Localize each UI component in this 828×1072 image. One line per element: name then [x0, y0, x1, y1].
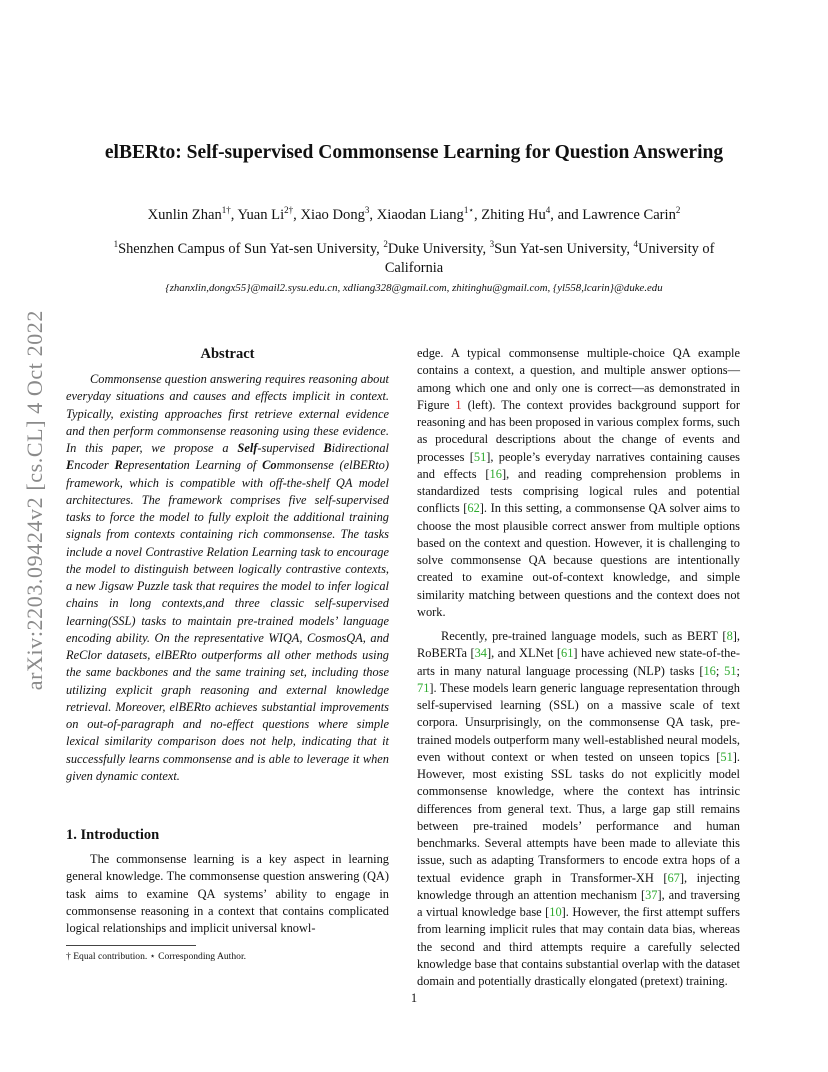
affiliation-mark: 1 [113, 239, 119, 250]
affiliation-name: University of [638, 241, 715, 257]
arxiv-identifier-stamp [12, 290, 58, 710]
text-run: edge. A typical commonsense multiple-choice QA example contains a context, a question, and multiple answer options—among which one and only one is correct—as demonstrated in Figure [417, 346, 740, 412]
author-name: Yuan Li [237, 207, 285, 223]
affiliation-line-2: California [384, 260, 444, 276]
citation-link[interactable]: 16 [489, 466, 502, 481]
affiliation-name: Duke University, [387, 241, 490, 257]
text-run: ]. In this setting, a commonsense QA solver aims to choose the most plausible correct answer from multiple options based on the context and question. However, it is challenging to solve commonsense QA because questions are intentionally created to examine out-of-context knowledge, and simple similarity matching between questions and the context does not work. [417, 501, 741, 619]
author-emails: {zhanxlin,dongx55}@mail2.sysu.edu.cn, xdliang328@gmail.com, zhitinghu@gmail.com, {yl558,lcarin}@duke.edu [165, 282, 663, 294]
introduction-paragraph-2 [417, 628, 740, 990]
text-run: ]. However, the first attempt suffers from learning implicit rules that may contain data bias, whereas the second and third attempts require a carefully selected knowledge base that contains substantial overlap with the dataset domain and potentially drastically elongated (pretext) training. [417, 905, 740, 988]
citation-link[interactable]: 51 [724, 663, 737, 678]
author-affiliation-mark: 2 [675, 205, 681, 216]
affiliation-name: Sun Yat-sen University, [494, 241, 634, 257]
text-run: ]. However, most existing SSL tasks do not explicitly model commonsense knowledge, where the context has intrinsic differences from general text. Thus, a large gap still remains between pre-trained models’ performance and human benchmarks. Several attempts have been made to alleviate this issue, such as adapting Transformers to encode extra hops of a textual evidence graph in Transformer-XH [ [417, 749, 740, 885]
citation-link[interactable]: 67 [667, 870, 680, 885]
citation-link[interactable]: 16 [703, 663, 716, 678]
affiliation-mark: 2 [383, 239, 388, 250]
arxiv-identifier-text: arXiv:2203.09424v2 [cs.CL] 4 Oct 2022 [22, 309, 47, 691]
page-number: 1 [410, 991, 418, 1005]
text-run: ], and XLNet [ [487, 646, 562, 661]
abstract-body [66, 371, 389, 785]
text-run: ], people’s everyday narratives containing causes and effects [ [417, 449, 740, 481]
text-run: ]. These models learn generic language representation through self-supervised learning (SSL) on a massive scale of text corpora. Unsurprisingly, on the commonsense QA task, pre-trained models outperform many well-established neural models, even without context or when tested on unseen topics [ [417, 680, 740, 764]
author-list: Xunlin Zhan$^{1\dagger}$, Yuan $Li^{2\dagger}$, Xiao Dong$^3$, Xiaodan Liang$^{1⋆}$, Zhiting Hu$^4$, and Lawrence Carin$^2$ [147, 205, 681, 223]
text-run: t [160, 458, 165, 473]
abstract-heading: Abstract [200, 346, 255, 362]
figure-link[interactable]: 1 [455, 397, 462, 412]
author-affiliation-mark: 1† [221, 205, 231, 216]
text-run: Recently, pre-trained language models, such as BERT [ [441, 629, 727, 643]
citation-link[interactable]: 37 [645, 887, 658, 902]
text-run: ncoder [74, 458, 115, 473]
author-affiliation-mark: 3 [364, 205, 370, 216]
author-name: Xiao Dong [300, 207, 365, 223]
text-run: ; [715, 663, 725, 678]
text-run: (left). The context provides background support for reasoning and has been proposed in various complex forms, such as procedural descriptions about the change of events and processes [ [417, 397, 740, 464]
author-name: Lawrence Carin [582, 207, 676, 223]
text-run: ], injecting knowledge through an attention mechanism [ [417, 870, 740, 902]
left-column [66, 345, 389, 937]
introduction-paragraph [66, 851, 389, 937]
text-run: B [323, 441, 332, 455]
author-name: Zhiting Hu [481, 207, 546, 223]
right-column [417, 345, 740, 990]
paper-title: elBERto: Self-supervised Commonsense Learning for Question Answering [104, 142, 724, 163]
author-affiliation-mark: 1⋆ [463, 205, 474, 216]
author-name: Xunlin Zhan [147, 207, 222, 223]
introduction-heading: 1. Introduction [66, 827, 160, 843]
text-run: Self [237, 441, 258, 455]
text-run: ; [736, 663, 740, 678]
text-run: Co [262, 458, 277, 473]
citation-link[interactable]: 62 [467, 501, 480, 516]
text-run: epresen [122, 458, 161, 473]
affiliations [60, 240, 768, 278]
text-run: Commonsense question answering requires reasoning about everyday situations and causes and effects implicit in context. Typically, existing approaches first retrieve external evidence and then perform commonsense reasoning using these evidence. In this paper, we propose a [66, 372, 389, 455]
text-run: ation Learning of [164, 458, 263, 473]
text-run: mmonsense (elBERto) framework, which is compatible with off-the-shelf QA model architectures. The framework comprises five self-supervised tasks to force the model to fully exploit the additional training signals from contexts containing rich commonsense. The tasks include a novel Contrastive Relation Learning task to encourage the model to distinguish between logically contrastive contexts, a new Jigsaw Puzzle task that requires the model to infer logical chains in long contexts,and three classic self-supervised learning(SSL) tasks to maintain pre-trained models’ language encoding ability. On the representative WIQA, CosmosQA, and ReClor datasets, elBERto outperforms all other methods using the same backbones and the same training set, including those utilizing explicit graph reasoning and external knowledge retrieval. Moreover, elBERto achieves substantial improvements on out-of-paragraph and no-effect questions where simple lexical similarity comparison does not help, indicating that it successfully learns commonsense and is able to leverage it when given dynamic context. [66, 458, 390, 783]
citation-link[interactable]: 51 [473, 449, 487, 464]
citation-link[interactable]: 51 [720, 749, 733, 764]
citation-link[interactable]: 34 [474, 646, 487, 661]
text-run: ], RoBERTa [ [417, 629, 740, 661]
text-run: The commonsense learning is a key aspect in learning general knowledge. The commonsense question answering (QA) task aims to examine QA systems’ ability to engage in commonsense reasoning in a context that contains complicated logical relationships and implicit universal knowl- [66, 852, 389, 935]
text-run: E [66, 458, 75, 473]
text-run: ] have achieved new state-of-the-arts in many natural language processing (NLP) tasks [ [417, 646, 740, 678]
author-affiliation-mark: 2† [284, 205, 294, 216]
footnote-rule [66, 945, 196, 946]
text-run: ], and traversing a virtual knowledge base [ [417, 887, 740, 919]
citation-link[interactable]: 71 [417, 680, 430, 695]
text-run: R [114, 458, 123, 473]
citation-link[interactable]: 8 [726, 629, 733, 643]
affiliation-mark: 4 [633, 239, 639, 250]
introduction-paragraph-continued [417, 345, 740, 621]
citation-link[interactable]: 61 [561, 646, 574, 661]
author-name: Xiaodan Liang [376, 207, 464, 223]
affiliation-name: Shenzhen Campus of Sun Yat-sen University, [118, 241, 384, 257]
affiliation-mark: 3 [489, 239, 495, 250]
text-run: -supervised [257, 441, 324, 455]
text-run: ], and reading comprehension problems in standardized tests comprising logical rules and potential conflicts [ [417, 466, 740, 516]
author-affiliation-mark: 4 [545, 205, 551, 216]
affiliation-line-1 [60, 240, 768, 259]
footnote: † Equal contribution. ⋆ Corresponding Author. [66, 951, 247, 962]
citation-link[interactable]: 10 [549, 905, 562, 919]
text-run: idirectional [331, 441, 389, 455]
